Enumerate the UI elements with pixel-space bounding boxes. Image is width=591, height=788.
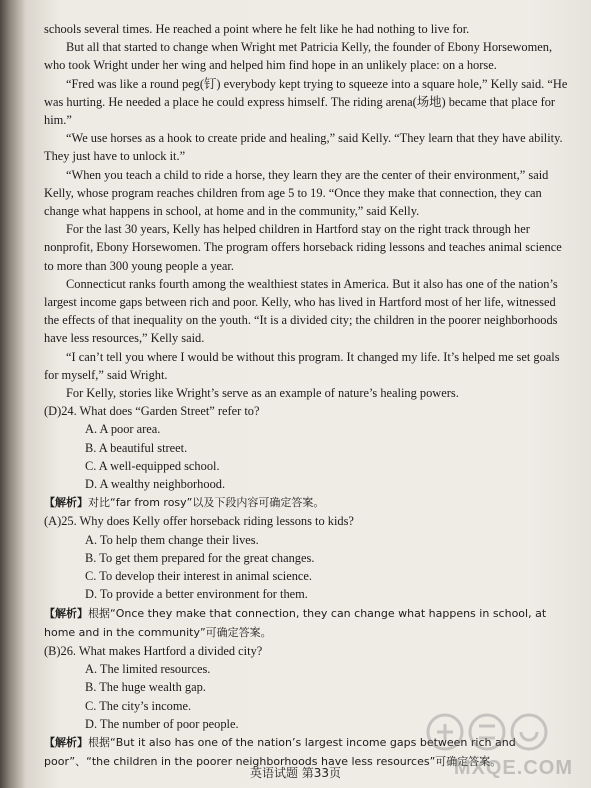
watermark-logo-icon xyxy=(423,710,573,754)
analysis-text: 根据“Once they make that connection, they can change what happens in school, at home and in the community”可确定答案。 xyxy=(44,606,547,639)
option-c: C. To develop their interest in animal science. xyxy=(85,569,313,584)
option-b: B. To get them prepared for the great changes. xyxy=(85,550,315,565)
passage-paragraph: “I can’t tell you where I would be without this program. It changed my life. It’s helped me set goals for myself,” said Wright. xyxy=(44,349,560,382)
passage-paragraph: schools several times. He reached a point where he felt like he had nothing to live for. xyxy=(44,22,470,36)
analysis-tag: 【解析】 xyxy=(44,496,88,510)
passage-paragraph: “When you teach a child to ride a horse, they learn they are the center of their environment,” said Kelly, whose program reaches children from age 5 to 19. “Once they make that connection, they can change what happens in school, at home and in the community,” said Kelly. xyxy=(44,167,549,219)
option-b: B. The huge wealth gap. xyxy=(85,680,206,695)
option-a: A. To help them change their lives. xyxy=(85,532,259,547)
option-d: D. To provide a better environment for them. xyxy=(85,587,308,602)
option-c: C. A well-equipped school. xyxy=(85,458,220,473)
analysis-text: 对比“far from rosy”以及下段内容可确定答案。 xyxy=(88,496,325,510)
analysis-text: 根据“But it also has one of the nation’s largest income gaps between rich and poor”、“the children in the poorer neighborhoods have less resources”可确定答案。 xyxy=(44,735,516,769)
passage-paragraph: “Fred was like a round peg(钉) everybody kept trying to squeeze into a square hole,” Kelly said. “He was hurting. He needed a place he could express himself. The riding arena(场地) became that place for him.” xyxy=(44,76,568,128)
question-24-stem: (D)24. What does “Garden Street” refer to? xyxy=(44,404,260,419)
question-25-analysis xyxy=(44,604,569,642)
option-a: A. The limited resources. xyxy=(85,662,211,677)
passage-paragraph: But all that started to change when Wright met Patricia Kelly, the founder of Ebony Horsewomen, who took Wright under her wing and helped him find hope in an unlikely place: on a horse. xyxy=(44,40,553,73)
question-24-analysis xyxy=(44,493,569,512)
option-a: A. A poor area. xyxy=(85,422,161,437)
passage-paragraph: For the last 30 years, Kelly has helped children in Hartford stay on the right track through her nonprofit, Ebony Horsewomen. The program offers horseback riding lessons and teaches animal science to more than 300 young people a year. xyxy=(44,222,562,273)
option-c: C. The city’s income. xyxy=(85,698,192,713)
passage-paragraph: “We use horses as a hook to create pride and healing,” said Kelly. “They learn that they have ability. They just have to unlock it.” xyxy=(44,131,563,164)
page-content xyxy=(44,20,569,771)
question-26-stem: (B)26. What makes Hartford a divided city? xyxy=(44,643,263,658)
watermark-text: MXQE.COM xyxy=(453,757,573,779)
option-d: D. A wealthy neighborhood. xyxy=(85,477,226,492)
page-footer: 英语试题 第33页 xyxy=(249,766,342,780)
passage-paragraph: For Kelly, stories like Wright’s serve as an example of nature’s healing powers. xyxy=(66,386,459,401)
passage-paragraph: Connecticut ranks fourth among the wealthiest states in America. But it also has one of the nation’s largest income gaps between rich and poor. Kelly, who has lived in Hartford most of her life, witnessed the effects of that inequality on the youth. “It is a divided city; the children in the poorer neighborhoods have less resources,” Kelly said. xyxy=(44,276,558,346)
question-25-stem: (A)25. Why does Kelly offer horseback riding lessons to kids? xyxy=(44,514,354,529)
option-b: B. A beautiful street. xyxy=(85,440,188,455)
analysis-tag: 【解析】 xyxy=(44,606,88,620)
analysis-tag: 【解析】 xyxy=(44,735,88,749)
option-d: D. The number of poor people. xyxy=(85,716,239,731)
watermark xyxy=(423,710,573,780)
